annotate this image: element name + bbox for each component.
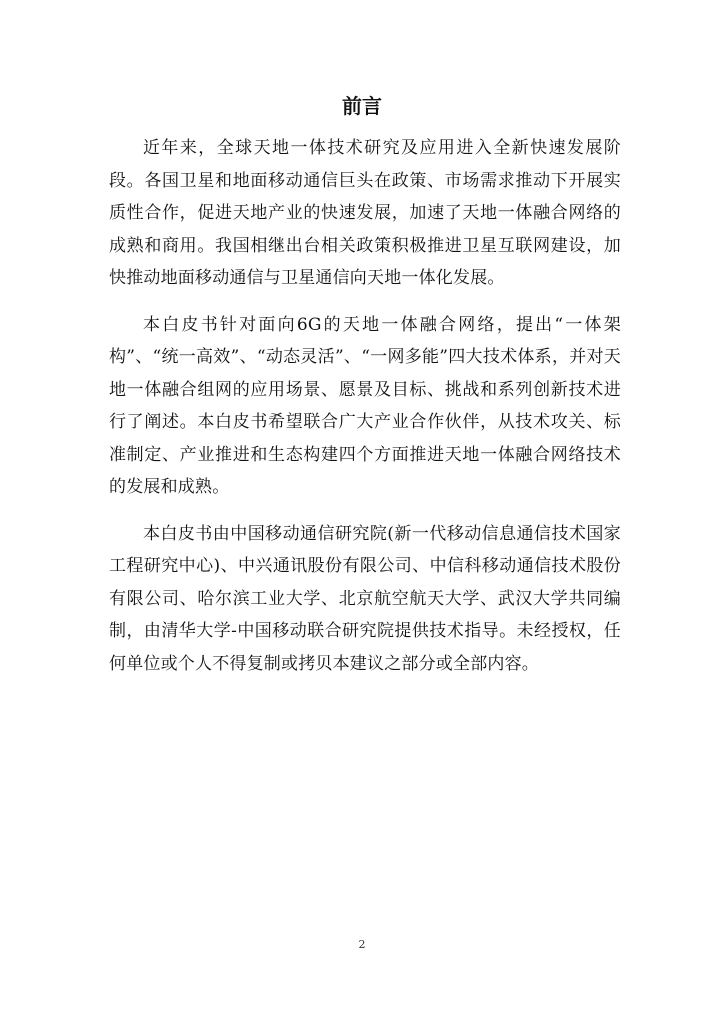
document-body [109,132,621,694]
page-number: 2 [358,938,366,951]
paragraph-whitepaper-scope: 本白皮书针对面向6G的天地一体融合网络，提出“一体架构”、“统一高效”、“动态灵活”、“一网多能”四大技术体系，并对天地一体融合组网的应用场景、愿景及目标、挑战和系列创新技术进行了阐述。本白皮书希望联合广大产业合作伙伴，从技术攻关、标准制定、产业推进和生态构建四个方面推进天地一体融合网络技术的发展和成熟。 [109,314,621,497]
paragraph-authors: 本白皮书由中国移动通信研究院(新一代移动信息通信技术国家工程研究中心)、中兴通讯股份有限公司、中信科移动通信技术股份有限公司、哈尔滨工业大学、北京航空航天大学、武汉大学共同编制，由清华大学-中国移动联合研究院提供技术指导。未经授权，任何单位或个人不得复制或拷贝本建议之部分或全部内容。 [109,523,621,674]
page-title: 前言 [342,94,382,118]
paragraph-intro: 近年来，全球天地一体技术研究及应用进入全新快速发展阶段。各国卫星和地面移动通信巨头在政策、市场需求推动下开展实质性合作，促进天地产业的快速发展，加速了天地一体融合网络的成熟和商用。我国相继出台相关政策积极推进卫星互联网建设，加快推动地面移动通信与卫星通信向天地一体化发展。 [109,138,621,288]
